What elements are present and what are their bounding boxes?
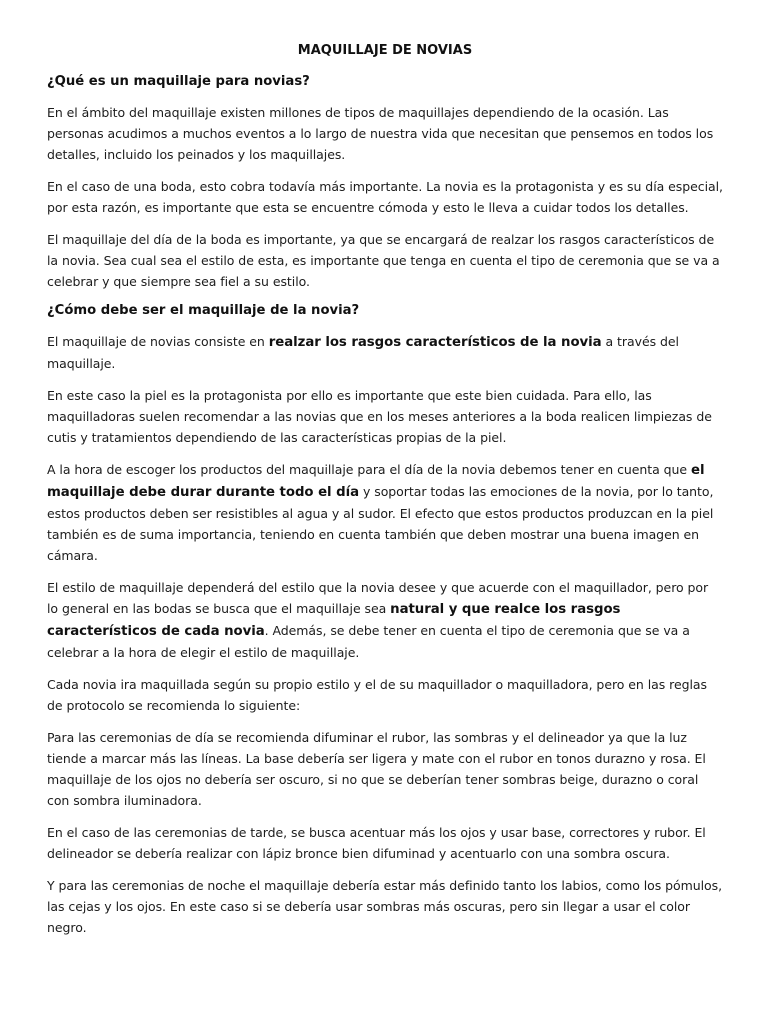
paragraph-2: En el caso de una boda, esto cobra todavía más importante. La novia es la protagonista y es su día especial, por esta razón, es importante que esta se encuentre cómoda y esto le lleva a cuidar todos los detalles. [47,179,723,215]
document-title: MAQUILLAJE DE NOVIAS [297,43,473,58]
paragraph-4-text-c: a través del maquillaje. [47,334,679,371]
paragraph-7-text-c: . Además, se debe tener en cuenta el tipo de ceremonia que se va a celebrar a la hora de elegir el estilo de maquillaje. [47,623,690,660]
paragraph-11: Y para las ceremonias de noche el maquillaje debería estar más definido tanto los labios, como los pómulos, las cejas y los ojos. En este caso si se debería usar sombras más oscuras, pero sin llegar a usar el color negro. [47,878,723,935]
paragraph-6 [47,459,723,566]
section-heading-how-should: ¿Cómo debe ser el maquillaje de la novia? [47,303,360,318]
paragraph-1: En el ámbito del maquillaje existen millones de tipos de maquillajes dependiendo de la ocasión. Las personas acudimos a muchos eventos a lo largo de nuestra vida que necesitan que pensemos en todos los detalles, incluido los peinados y los maquillajes. [47,105,714,162]
section-heading-what-is: ¿Qué es un maquillaje para novias? [47,74,310,89]
paragraph-8: Cada novia ira maquillada según su propio estilo y el de su maquillador o maquilladora, pero en las reglas de protocolo se recomienda lo siguiente: [47,677,707,713]
paragraph-7-text-a: El estilo de maquillaje dependerá del estilo que la novia desee y que acuerde con el maquillador, pero por lo general en las bodas se busca que el maquillaje sea [47,580,709,616]
paragraph-7-highlight: natural y que realce los rasgos característicos de cada novia [47,602,621,639]
paragraph-5: En este caso la piel es la protagonista por ello es importante que este bien cuidada. Para ello, las maquilladoras suelen recomendar a las novias que en los meses anteriores a la boda realicen limpiezas de cutis y tratamientos dependiendo de las características propias de la piel. [47,388,712,445]
paragraph-6-text-a: A la hora de escoger los productos del maquillaje para el día de la novia debemos tener en cuenta que [47,462,691,477]
paragraph-9: Para las ceremonias de día se recomienda difuminar el rubor, las sombras y el delineador ya que la luz tiende a marcar más las líneas. La base debería ser ligera y mate con el rubor en tonos durazno y rosa. El maquillaje de los ojos no debería ser oscuro, si no que se deberían tener sombras beige, durazno o coral con sombra iluminadora. [47,730,706,808]
document-page [47,41,723,949]
paragraph-10: En el caso de las ceremonias de tarde, se busca acentuar más los ojos y usar base, correctores y rubor. El delineador se debería realizar con lápiz bronce bien difuminad y acentuarlo con una sombra oscura. [47,825,706,861]
paragraph-3: El maquillaje del día de la boda es importante, ya que se encargará de realzar los rasgos característicos de la novia. Sea cual sea el estilo de esta, es importante que tenga en cuenta el tipo de ceremonia que se va a celebrar y que siempre sea fiel a su estilo. [47,232,720,289]
paragraph-6-text-c: y soportar todas las emociones de la novia, por lo tanto, estos productos deben ser resistibles al agua y al sudor. El efecto que estos productos produzcan en la piel también es de suma importancia, teniendo en cuenta también que deben mostrar una buena imagen en cámara. [47,484,714,563]
paragraph-6-highlight: el maquillaje debe durar durante todo el día [47,463,705,500]
paragraph-4-highlight: realzar los rasgos característicos de la novia [268,335,602,350]
paragraph-4-text-a: El maquillaje de novias consiste en [47,334,269,349]
paragraph-7 [47,577,723,663]
paragraph-4 [47,331,723,374]
